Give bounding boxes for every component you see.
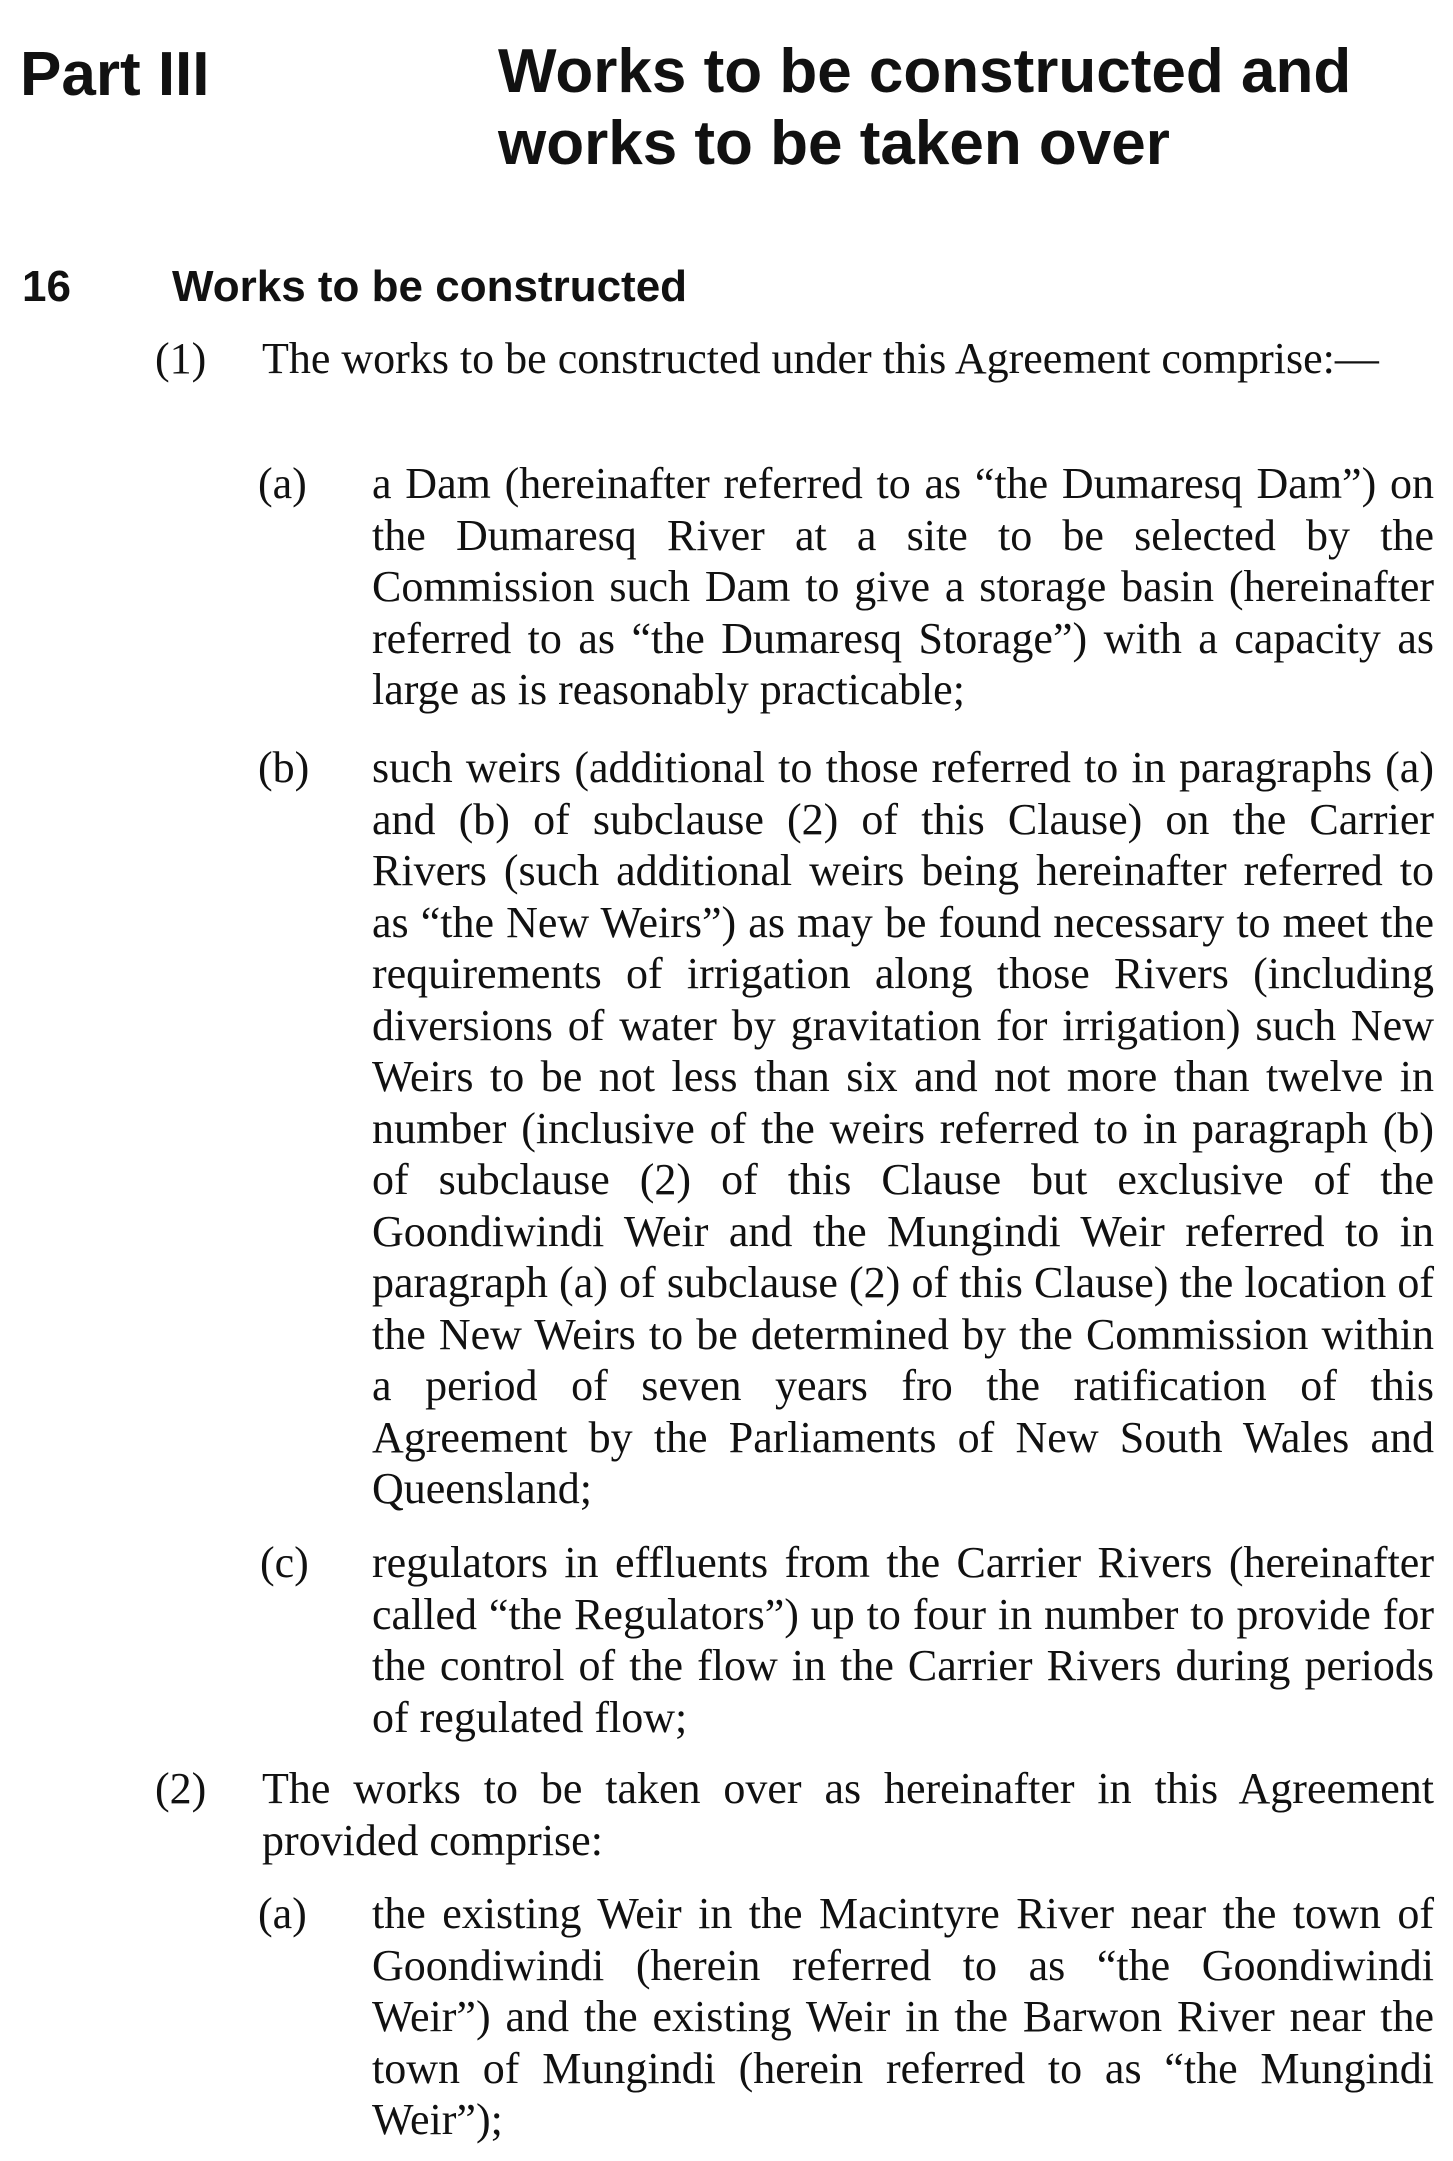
paragraph-number: (a) — [258, 1889, 307, 1938]
subclause-number: (2) — [155, 1764, 207, 1813]
section-number: 16 — [22, 262, 71, 311]
paragraph-number: (a) — [258, 459, 307, 508]
paragraph-number: (b) — [258, 743, 310, 792]
subclause-text: The works to be constructed under this Agreement comprise:— — [262, 334, 1379, 383]
paragraph-text: the existing Weir in the Macintyre River near the town of Goondiwindi (herein referred to as “the Goondiwindi Weir”) and the existing Weir in the Barwon River near the town of Mungindi (herein referred to as “the Mungindi Weir”); — [372, 1889, 1434, 2144]
paragraph-text: a Dam (hereinafter referred to as “the Dumaresq Dam”) on the Dumaresq River at a site to be selected by the Commission such Dam to give a storage basin (hereinafter referred to as “the Dumaresq Storage”) with a capacity as large as is reasonably practicable; — [372, 459, 1434, 714]
subclause-text: The works to be taken over as hereinafter in this Agreement provided comprise: — [262, 1764, 1434, 1865]
part-label: Part III — [20, 40, 210, 109]
part-title: Works to be constructed and works to be taken over — [498, 37, 1352, 178]
paragraph-text: regulators in effluents from the Carrier Rivers (hereinafter called “the Regulators”) up to four in number to provide for the control of the flow in the Carrier Rivers during periods of regulated flow; — [372, 1538, 1434, 1742]
subclause-number: (1) — [155, 334, 207, 383]
paragraph-text: such weirs (additional to those referred to in paragraphs (a) and (b) of subclause (2) of this Clause) on the Carrier Rivers (such additional weirs being hereinafter referred to as “the New Weirs”) as may be found necessary to meet the requirements of irrigation along those Rivers (including diversions of water by gravitation for irrigation) such New Weirs to be not less than six and not more than twelve in number (inclusive of the weirs referred to in paragraph (b) of subclause (2) of this Clause but exclusive of the Goondiwindi Weir and the Mungindi Weir referred to in paragraph (a) of subclause (2) of this Clause) the location of the New Weirs to be determined by the Commission within a period of seven years fro the ratification of this Agreement by the Parliaments of New South Wales and Queensland; — [372, 743, 1434, 1513]
paragraph-number: (c) — [260, 1538, 309, 1587]
section-title: Works to be constructed — [172, 262, 688, 311]
